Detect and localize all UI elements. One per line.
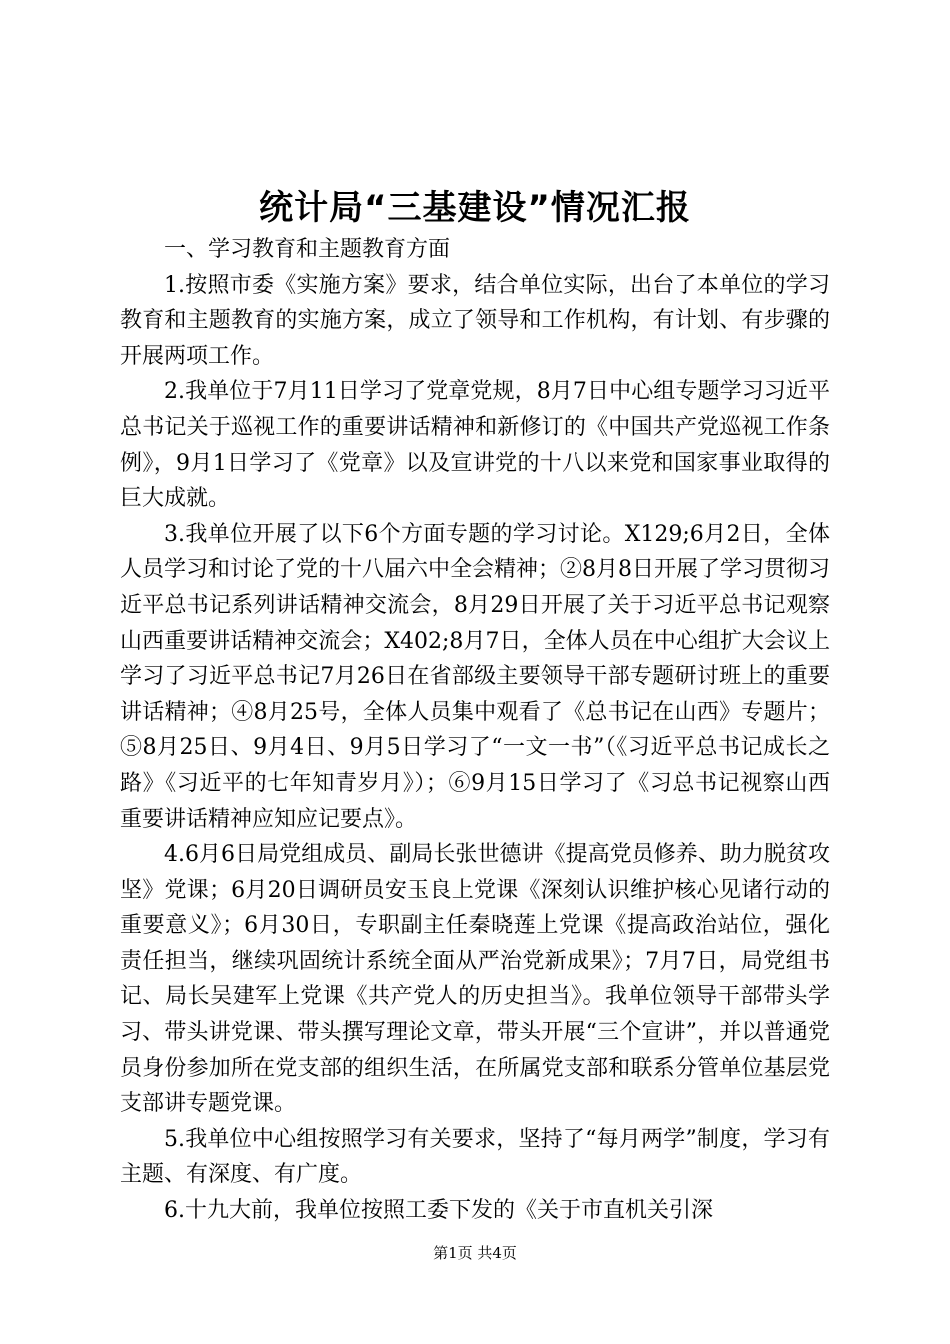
document-title: 统计局“三基建设”情况汇报 xyxy=(259,188,691,228)
document-body xyxy=(120,232,830,1229)
page-number: 第1页 共4页 xyxy=(433,1244,517,1262)
paragraph-5: 5.我单位中心组按照学习有关要求，坚持了“每月两学”制度，学习有主题、有深度、有广度。 xyxy=(120,1126,830,1188)
paragraph-3: 3.我单位开展了以下6个方面专题的学习讨论。X129;6月2日，全体人员学习和讨论了党的十八届六中全会精神；②8月8日开展了学习贯彻习近平总书记系列讲话精神交流会，8月29日开展了关于习近平总书记观察山西重要讲话精神交流会；X402;8月7日，全体人员在中心组扩大会议上学习了习近平总书记7月26日在省部级主要领导干部专题研讨班上的重要讲话精神；④8月25号，全体人员集中观看了《总书记在山西》专题片；⑤8月25日、9月4日、9月5日学习了“一文一书”（《习近平总书记成长之路》《习近平的七年知青岁月》）；⑥9月15日学习了《习总书记视察山西重要讲话精神应知应记要点》。 xyxy=(120,521,830,832)
paragraph-4: 4.6月6日局党组成员、副局长张世德讲《提高党员修养、助力脱贫攻坚》党课；6月20日调研员安玉良上党课《深刻认识维护核心见诸行动的重要意义》；6月30日，专职副主任秦晓莲上党课《提高政治站位，强化责任担当，继续巩固统计系统全面从严治党新成果》；7月7日，局党组书记、局长吴建军上党课《共产党人的历史担当》。我单位领导干部带头学习、带头讲党课、带头撰写理论文章，带头开展“三个宣讲”，并以普通党员身份参加所在党支部的组织生活，在所属党支部和联系分管单位基层党支部讲专题党课。 xyxy=(120,842,830,1117)
paragraph-6: 6.十九大前，我单位按照工委下发的《关于市直机关引深 xyxy=(164,1198,713,1224)
paragraph-1: 1.按照市委《实施方案》要求，结合单位实际，出台了本单位的学习教育和主题教育的实施方案，成立了领导和工作机构，有计划、有步骤的开展两项工作。 xyxy=(120,272,830,369)
section-heading: 一、学习教育和主题教育方面 xyxy=(164,237,451,262)
paragraph-2: 2.我单位于7月11日学习了党章党规，8月7日中心组专题学习习近平总书记关于巡视工作的重要讲话精神和新修订的《中国共产党巡视工作条例》，9月1日学习了《党章》以及宣讲党的十八以来党和国家事业取得的巨大成就。 xyxy=(120,379,830,512)
